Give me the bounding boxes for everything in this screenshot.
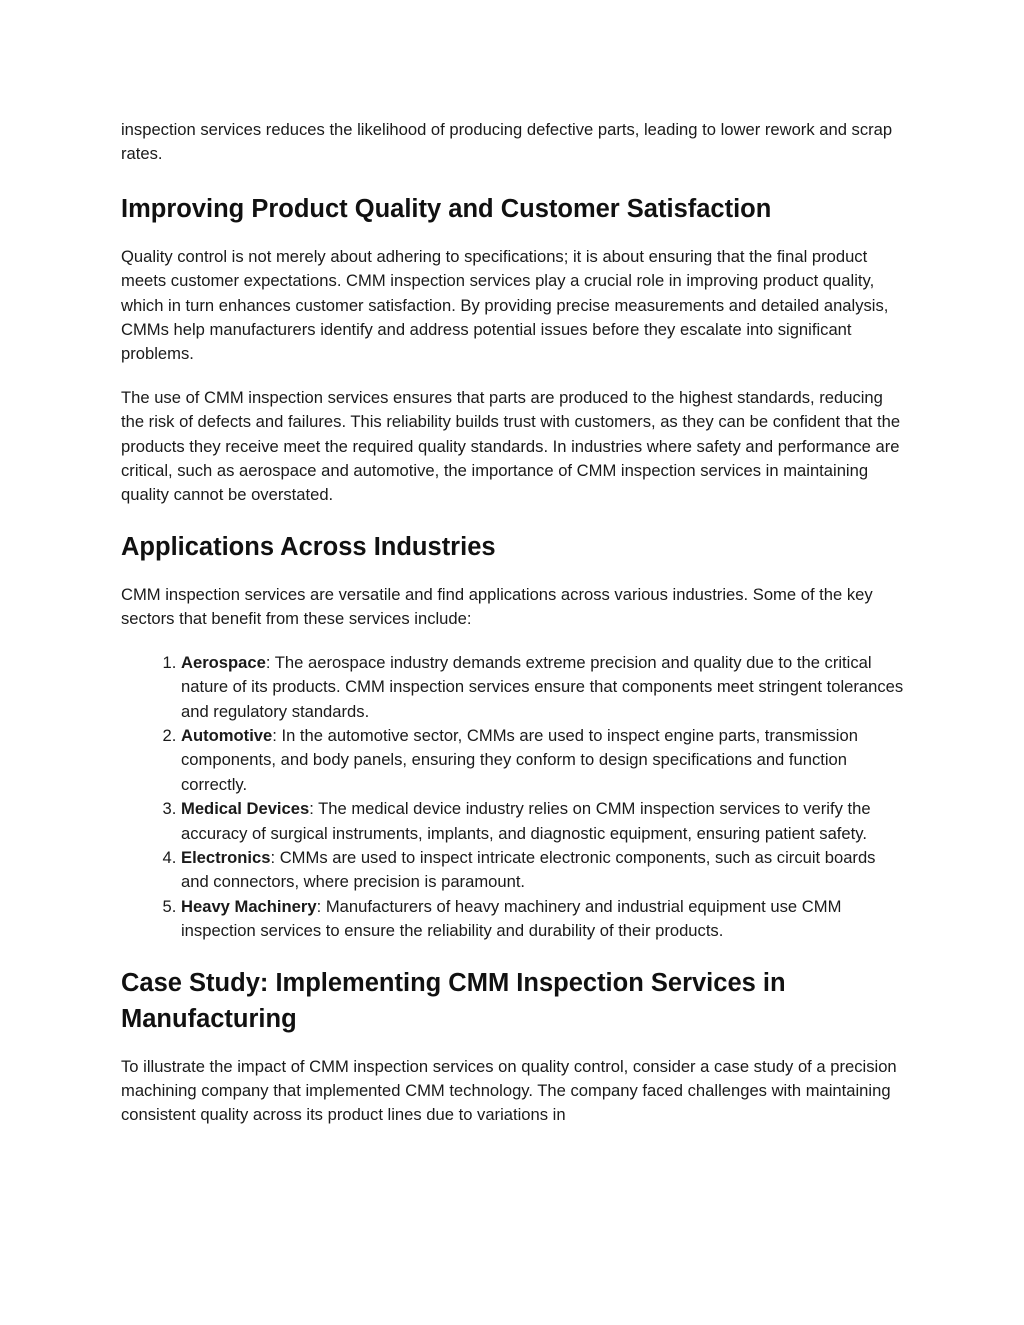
list-item [181,895,907,944]
list-item-text: : The aerospace industry demands extreme precision and quality due to the critical nature of its products. CMM inspection services ensure that components meet stringent tolerances and regulatory standards. [181,652,904,721]
document-page [121,118,907,1128]
list-item-term: Automotive [181,725,273,745]
quality-paragraph-2: The use of CMM inspection services ensures that parts are produced to the highest standards, reducing the risk of defects and failures. This reliability builds trust with customers, as they can be confident that the products they receive meet the required quality standards. In industries where safety and performance are critical, such as aerospace and automotive, the importance of CMM inspection services in maintaining quality cannot be overstated. [121,387,901,505]
list-item-term: Electronics [181,847,271,867]
case-study-paragraph-1: To illustrate the impact of CMM inspection services on quality control, consider a case study of a precision machining company that implemented CMM technology. The company faced challenges with maintaining consistent quality across its product lines due to variations in [121,1056,897,1125]
list-item [181,651,907,724]
list-item-text: : CMMs are used to inspect intricate electronic components, such as circuit boards and connectors, where precision is paramount. [181,847,876,892]
applications-intro-paragraph: CMM inspection services are versatile and find applications across various industries. Some of the key sectors that benefit from these services include: [121,584,873,629]
list-item-text: : Manufacturers of heavy machinery and industrial equipment use CMM inspection services to ensure the reliability and durability of their products. [181,896,842,941]
list-item [181,846,907,895]
intro-continuation-paragraph: inspection services reduces the likelihood of producing defective parts, leading to lower rework and scrap rates. [121,120,893,164]
industries-list [121,651,907,944]
quality-paragraph-1: Quality control is not merely about adhering to specifications; it is about ensuring that the final product meets customer expectations. CMM inspection services play a crucial role in improving product quality, which in turn enhances customer satisfaction. By providing precise measurements and detailed analysis, CMMs help manufacturers identify and address potential issues before they escalate into significant problems. [121,246,889,364]
list-item-term: Aerospace [181,652,266,672]
list-item [181,797,907,846]
list-item-text: : In the automotive sector, CMMs are used to inspect engine parts, transmission components, and body panels, ensuring they conform to design specifications and function correctly. [181,725,858,794]
list-item-text: : The medical device industry relies on CMM inspection services to verify the accuracy of surgical instruments, implants, and diagnostic equipment, ensuring patient safety. [181,799,871,843]
heading-case-study: Case Study: Implementing CMM Inspection Services in Manufacturing [121,968,786,1033]
heading-applications: Applications Across Industries [121,532,496,561]
list-item-term: Medical Devices [181,799,310,819]
list-item-term: Heavy Machinery [181,896,317,916]
heading-improving-quality: Improving Product Quality and Customer Satisfaction [121,194,772,223]
list-item [181,724,907,797]
